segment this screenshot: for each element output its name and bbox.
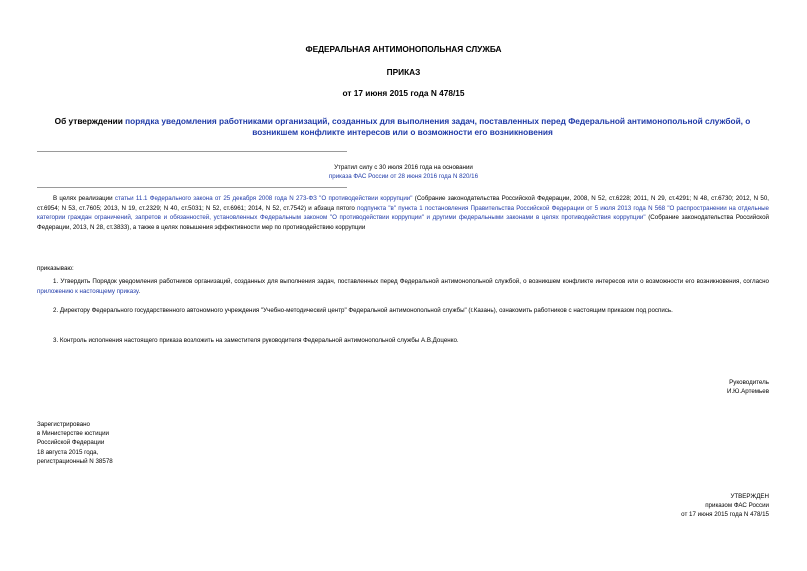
document-title [45, 116, 760, 138]
item-1 [37, 277, 769, 296]
registration-line: в Министерстве юстиции [37, 430, 110, 438]
appendix-link[interactable]: приложению к настоящему приказу [37, 287, 139, 295]
approval-block [681, 492, 769, 520]
order-word: приказываю: [37, 265, 74, 272]
registration-block [37, 420, 113, 466]
preamble-text: (Собрание законодательства Российской Федерации, 2008, N 52, ст.6228; 2011, N 29, ст.4291; N 48, ст.6730; 2012, N 50, ст.6954; N 53, ст.7605; 2013, N 19, ст.2329; N 40, ст.5031; N 52, ст.6961; 2014, N 52, ст.7542) и абзаца пятого [37, 195, 769, 212]
signature-block [727, 378, 769, 396]
doc-date-number: от 17 июня 2015 года N 478/15 [342, 88, 465, 98]
revocation-link[interactable]: приказа ФАС России от 28 июня 2016 года N 820/16 [328, 173, 479, 181]
item-1-end: . [138, 287, 141, 295]
agency-heading: ФЕДЕРАЛЬНАЯ АНТИМОНОПОЛЬНАЯ СЛУЖБА [305, 44, 502, 54]
registration-line: регистрационный N 38578 [37, 457, 113, 465]
preamble-text: В целях реализации [53, 195, 115, 202]
signature-name: И.Ю.Артемьев [727, 388, 769, 396]
item-3: 3. Контроль исполнения настоящего приказа возложить на заместителя руководителя Федеральной антимонопольной службы А.В.Доценко. [53, 337, 459, 344]
law-link[interactable]: статьи 11.1 Федерального закона от 25 декабря 2008 года N 273-ФЗ "О противодействии коррупции" [114, 195, 413, 202]
government-decree-link[interactable]: подпункта "в" пункта 1 постановления Правительства Российской Федерации от 5 июля 2013 года N 568 "О распространении на отдельные категории граждан ограничений, запретов и обязанностей, установленных Федеральным законом "О противодействии коррупции" и другими федеральными законами в целях противодействия коррупции" [37, 204, 769, 221]
registration-line: Российской Федерации [37, 439, 105, 447]
revocation-line: Утратил силу с 30 июля 2016 года на основании [334, 164, 473, 171]
title-link[interactable]: порядка уведомления работниками организаций, созданных для выполнения задач, поставленных перед Федеральной антимонопольной службой, о возникшем конфликте интересов или о возможности его возникновения [125, 116, 751, 137]
item-1-text: 1. Утвердить Порядок уведомления работников организаций, созданных для выполнения задач, поставленных перед Федеральной антимонопольной службой, о возникшем конфликте интересов или о возможности его возникновения, согласно [53, 278, 769, 285]
revocation-note [0, 163, 807, 181]
top-divider [37, 151, 347, 152]
registration-line: Зарегистрировано [37, 421, 90, 428]
preamble-text: (Собрание законодательства Российской Федерации, 2013, N 28, ст.3833), а также в целях повышения эффективности мер по противодействию коррупции [37, 214, 769, 231]
signature-role: Руководитель [729, 379, 769, 386]
approval-line: приказом ФАС России [705, 502, 769, 510]
registration-line: 18 августа 2015 года, [37, 448, 99, 456]
approval-line: УТВЕРЖДЕН [730, 493, 769, 500]
doc-type-heading: ПРИКАЗ [386, 67, 421, 77]
approval-line: от 17 июня 2015 года N 478/15 [681, 511, 769, 519]
bottom-divider [37, 187, 347, 188]
preamble-paragraph [37, 194, 769, 232]
title-prefix: Об утверждении [54, 116, 126, 126]
item-2: 2. Директору Федерального государственного автономного учреждения "Учебно-методический центр" Федеральной антимонопольной службы" (г.Казань), ознакомить работников с настоящим приказом под роспись. [53, 307, 673, 314]
